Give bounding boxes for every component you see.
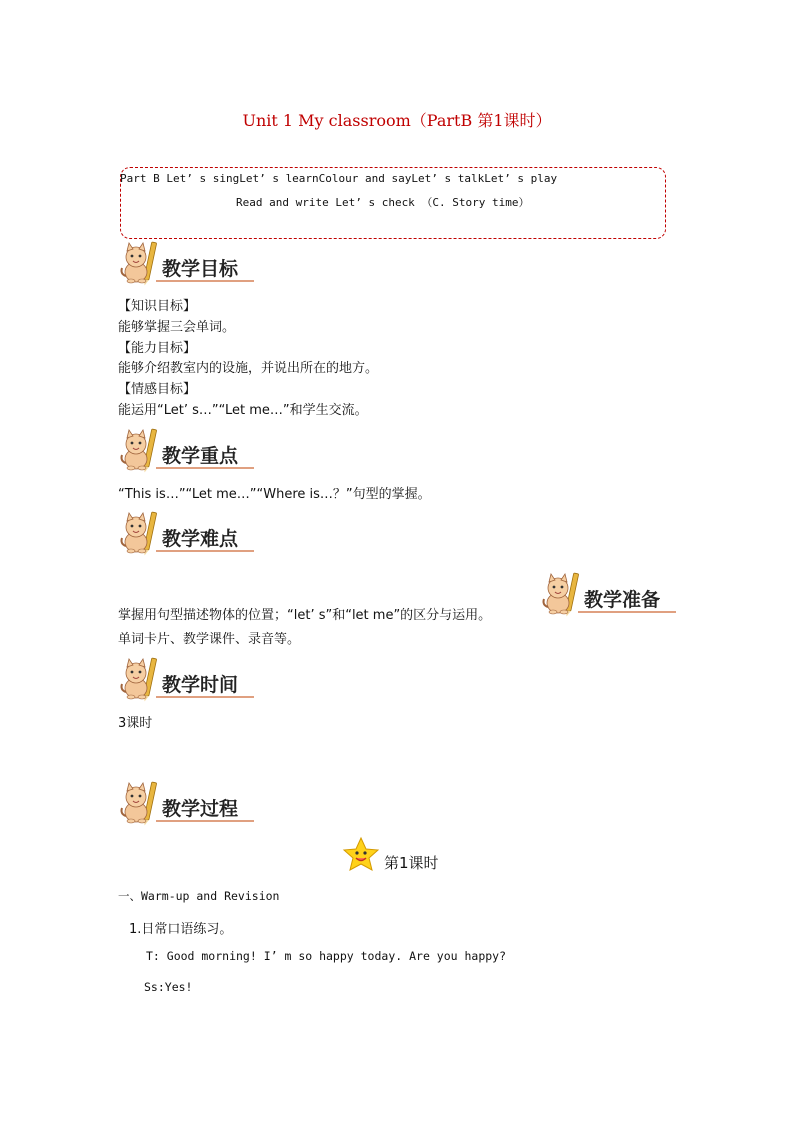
section-heading-process bbox=[118, 780, 268, 826]
section-heading-label: 教学准备 bbox=[584, 589, 661, 611]
heading-underline bbox=[156, 696, 254, 698]
heading-underline bbox=[578, 611, 676, 613]
preparation-text: 单词卡片、教学课件、录音等。 bbox=[118, 632, 301, 647]
goal-ability-label: 【能力目标】 bbox=[118, 341, 197, 356]
section-heading-goals bbox=[118, 240, 268, 286]
step-warmup: 一、Warm-up and Revision bbox=[118, 889, 280, 903]
lesson-heading bbox=[342, 836, 482, 876]
overview-line-2: Read and write Let’ s check （C. Story time） bbox=[236, 196, 530, 209]
goal-ability-text: 能够介绍教室内的设施，并说出所在的地方。 bbox=[118, 361, 379, 376]
section-heading-label: 教学重点 bbox=[162, 445, 239, 467]
dialog-students: Ss:Yes! bbox=[144, 980, 193, 994]
section-heading-time bbox=[118, 656, 268, 702]
section-heading-difficulties bbox=[118, 510, 268, 556]
section-heading-preparation bbox=[540, 571, 690, 617]
smiling-star-icon bbox=[342, 836, 380, 874]
time-text: 3课时 bbox=[118, 716, 153, 731]
heading-underline bbox=[156, 820, 254, 822]
section-heading-label: 教学时间 bbox=[162, 674, 239, 696]
goal-emotion-text: 能运用“Let’ s…”“Let me…”和学生交流。 bbox=[118, 403, 368, 418]
overview-line-1: Part B Let’ s singLet’ s learnColour and sayLet’ s talkLet’ s play bbox=[120, 172, 558, 185]
heading-underline bbox=[156, 467, 254, 469]
section-heading-key-points bbox=[118, 427, 268, 473]
goal-emotion-label: 【情感目标】 bbox=[118, 382, 197, 397]
section-heading-label: 教学目标 bbox=[162, 258, 239, 280]
difficulties-text: 掌握用句型描述物体的位置；“let’ s”和“let me”的区分与运用。 bbox=[118, 608, 492, 623]
section-heading-label: 教学过程 bbox=[162, 798, 239, 820]
heading-underline bbox=[156, 550, 254, 552]
goal-knowledge-label: 【知识目标】 bbox=[118, 299, 197, 314]
key-points-text: “This is…”“Let me…”“Where is…？”句型的掌握。 bbox=[118, 487, 431, 502]
heading-underline bbox=[156, 280, 254, 282]
lesson-heading-text: 第1课时 bbox=[384, 854, 439, 872]
item-daily-oral: 1.日常口语练习。 bbox=[129, 922, 233, 937]
dialog-teacher: T: Good morning! I’ m so happy today. Are you happy? bbox=[146, 949, 507, 963]
section-heading-label: 教学难点 bbox=[162, 528, 239, 550]
document-title: Unit 1 My classroom（PartB 第1课时） bbox=[242, 111, 552, 130]
goal-knowledge-text: 能够掌握三会单词。 bbox=[118, 320, 236, 335]
